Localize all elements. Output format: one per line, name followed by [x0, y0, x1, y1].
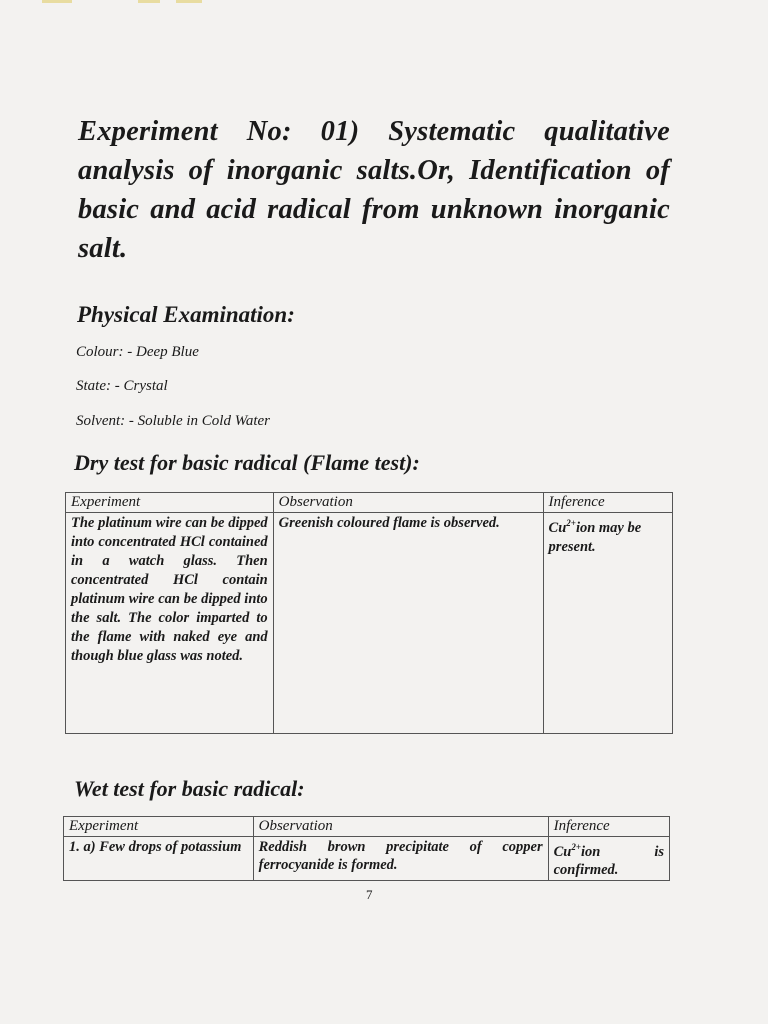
dry-test-heading: Dry test for basic radical (Flame test):: [74, 450, 420, 475]
scan-artifact: [138, 0, 160, 3]
physical-examination-heading: Physical Examination:: [77, 302, 295, 327]
column-header-experiment: Experiment: [66, 493, 274, 513]
column-header-observation: Observation: [273, 493, 543, 513]
experiment-cell: The platinum wire can be dipped into concentrated HCl contained in a watch glass. Then concentrated HCl contain platinum wire can be dipped into the salt. The color imparted to the flame with naked eye and though blue glass was noted.: [66, 513, 274, 734]
column-header-experiment: Experiment: [64, 817, 254, 837]
wet-test-table: [63, 816, 670, 881]
scan-artifact: [176, 0, 202, 3]
column-header-inference: Inference: [548, 817, 669, 837]
observation-cell: Greenish coloured flame is observed.: [273, 513, 543, 734]
observation-cell: Reddish brown precipitate of copper ferrocyanide is formed.: [253, 837, 548, 881]
colour-property: Colour: - Deep Blue: [76, 344, 199, 360]
wet-test-heading: Wet test for basic radical:: [74, 776, 305, 801]
inference-cell: $Cu^{2+}ion$ may be present.: [543, 513, 672, 734]
solvent-property: Solvent: - Soluble in Cold Water: [76, 413, 271, 429]
inference-cell: $Cu^{2+}ion$ is confirmed.: [548, 837, 669, 881]
table-header-row: [66, 493, 673, 513]
dry-test-table: [65, 492, 673, 734]
scan-artifact: [42, 0, 72, 3]
state-property: State: - Crystal: [76, 378, 168, 394]
table-header-row: [64, 817, 670, 837]
experiment-title: Experiment No: 01) Systematic qualitative analysis of inorganic salts.Or, Identification of basic and acid radical from unknown inorganic salt.: [78, 116, 670, 264]
column-header-observation: Observation: [253, 817, 548, 837]
experiment-cell: 1. a) Few drops of potassium: [64, 837, 254, 881]
column-header-inference: Inference: [543, 493, 672, 513]
page-number: 7: [366, 887, 373, 902]
table-row: [64, 837, 670, 881]
table-row: [66, 513, 673, 734]
